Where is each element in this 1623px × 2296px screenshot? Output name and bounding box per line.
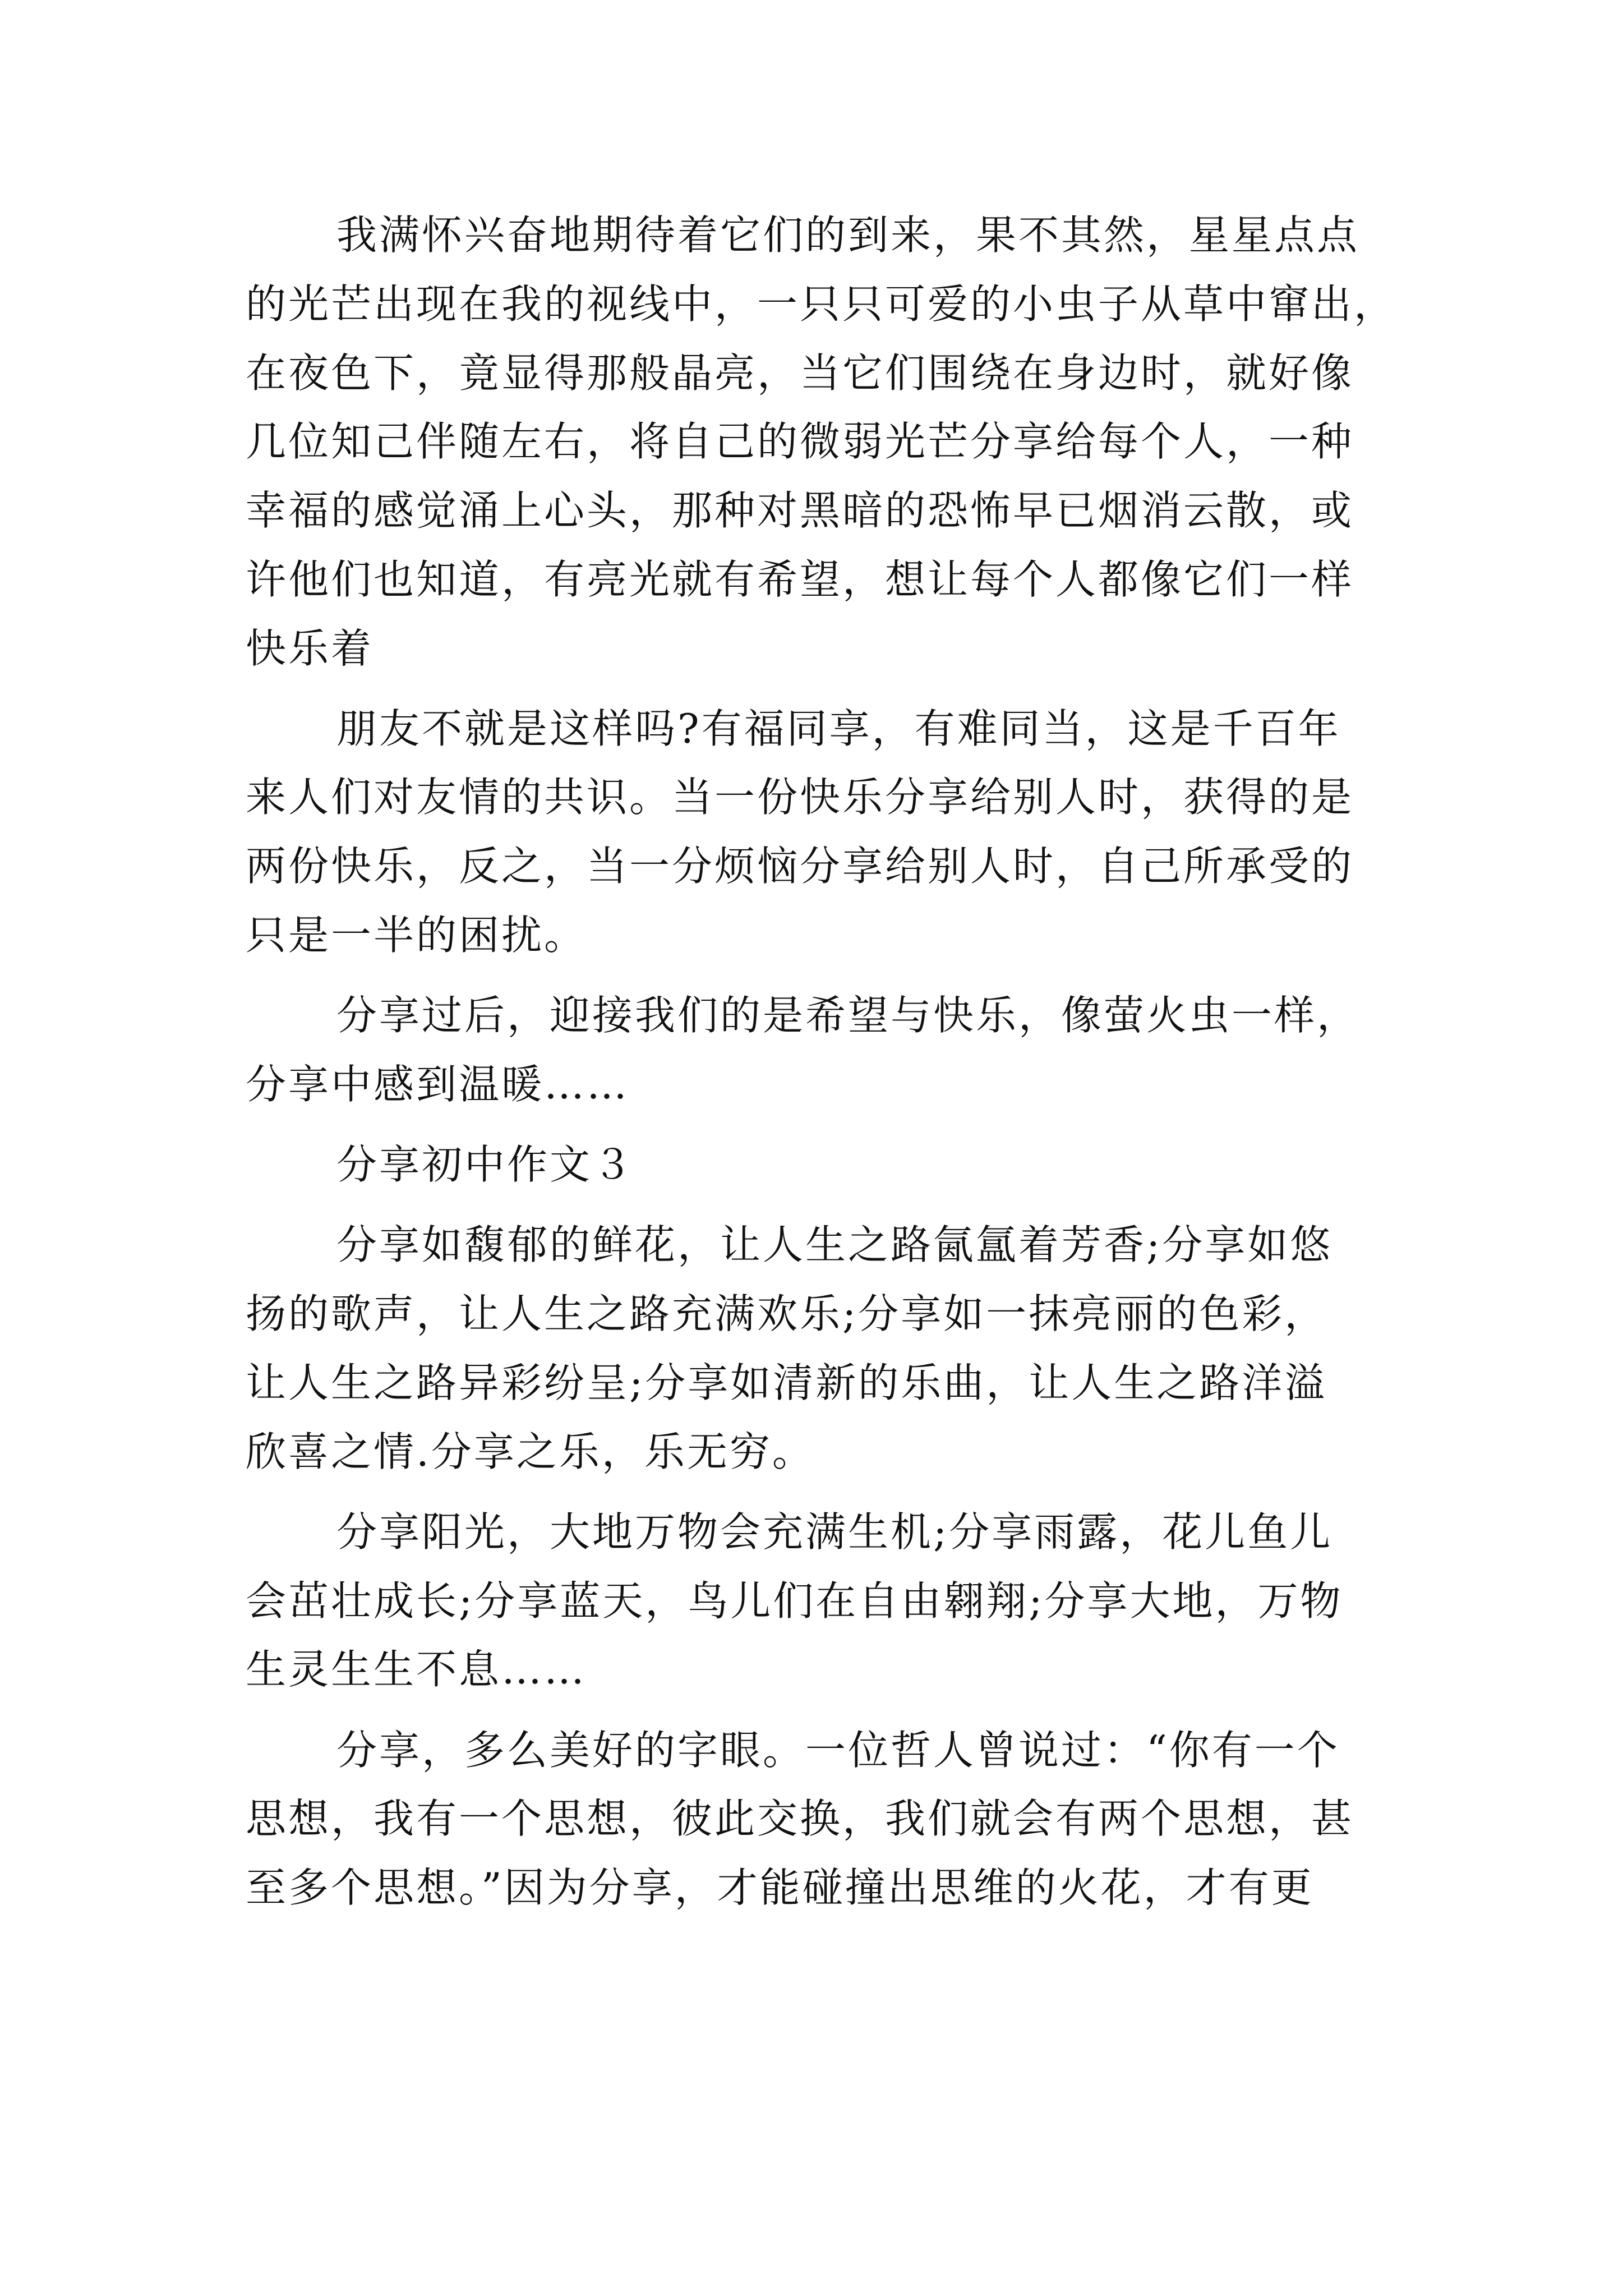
text-line: 两份快乐，反之，当一分烦恼分享给别人时，自己所承受的 [246, 843, 1354, 890]
text-line: 只是一半的困扰。 [246, 911, 587, 959]
text-line: 分享阳光，大地万物会充满生机;分享雨露，花儿鱼儿 [336, 1508, 1333, 1556]
text-line: 扬的歌声，让人生之路充满欢乐;分享如一抹亮丽的色彩， [246, 1290, 1327, 1338]
text-line: 至多个思想。”因为分享，才能碰撞出思维的火花，才有更 [246, 1864, 1314, 1911]
text-line: 分享中感到温暖…… [246, 1060, 630, 1108]
text-line: 快乐着 [246, 624, 374, 672]
text-line: 几位知己伴随左右，将自己的微弱光芒分享给每个人，一种 [246, 418, 1354, 466]
text-line: 许他们也知道，有亮光就有希望，想让每个人都像它们一样 [246, 555, 1354, 603]
text-line: 分享过后，迎接我们的是希望与快乐，像萤火虫一样， [336, 992, 1360, 1039]
text-line: 会茁壮成长;分享蓝天，鸟儿们在自由翱翔;分享大地，万物 [246, 1577, 1343, 1625]
text-line: 让人生之路异彩纷呈;分享如清新的乐曲，让人生之路洋溢 [246, 1359, 1327, 1406]
section-heading: 分享初中作文３ [336, 1141, 635, 1189]
text-line: 我满怀兴奋地期待着它们的到来，果不其然，星星点点 [336, 211, 1360, 259]
text-line: 生灵生生不息…… [246, 1646, 587, 1694]
text-line: 分享如馥郁的鲜花，让人生之路氤氲着芳香;分享如悠 [336, 1221, 1333, 1269]
text-line: 朋友不就是这样吗?有福同享，有难同当，这是千百年 [336, 705, 1341, 752]
text-line: 在夜色下，竟显得那般晶亮，当它们围绕在身边时，就好像 [246, 349, 1354, 397]
text-line: 欣喜之情.分享之乐，乐无穷。 [246, 1428, 815, 1475]
text-line: 幸福的感觉涌上心头，那种对黑暗的恐怖早已烟消云散，或 [246, 487, 1354, 534]
text-line: 分享，多么美好的字眼。一位哲人曾说过：“你有一个 [336, 1726, 1340, 1774]
text-line: 思想，我有一个思想，彼此交换，我们就会有两个思想，甚 [246, 1795, 1354, 1843]
text-line: 的光芒出现在我的视线中，一只只可爱的小虫子从草中窜出， [246, 280, 1397, 328]
text-line: 来人们对友情的共识。当一份快乐分享给别人时，获得的是 [246, 774, 1354, 821]
